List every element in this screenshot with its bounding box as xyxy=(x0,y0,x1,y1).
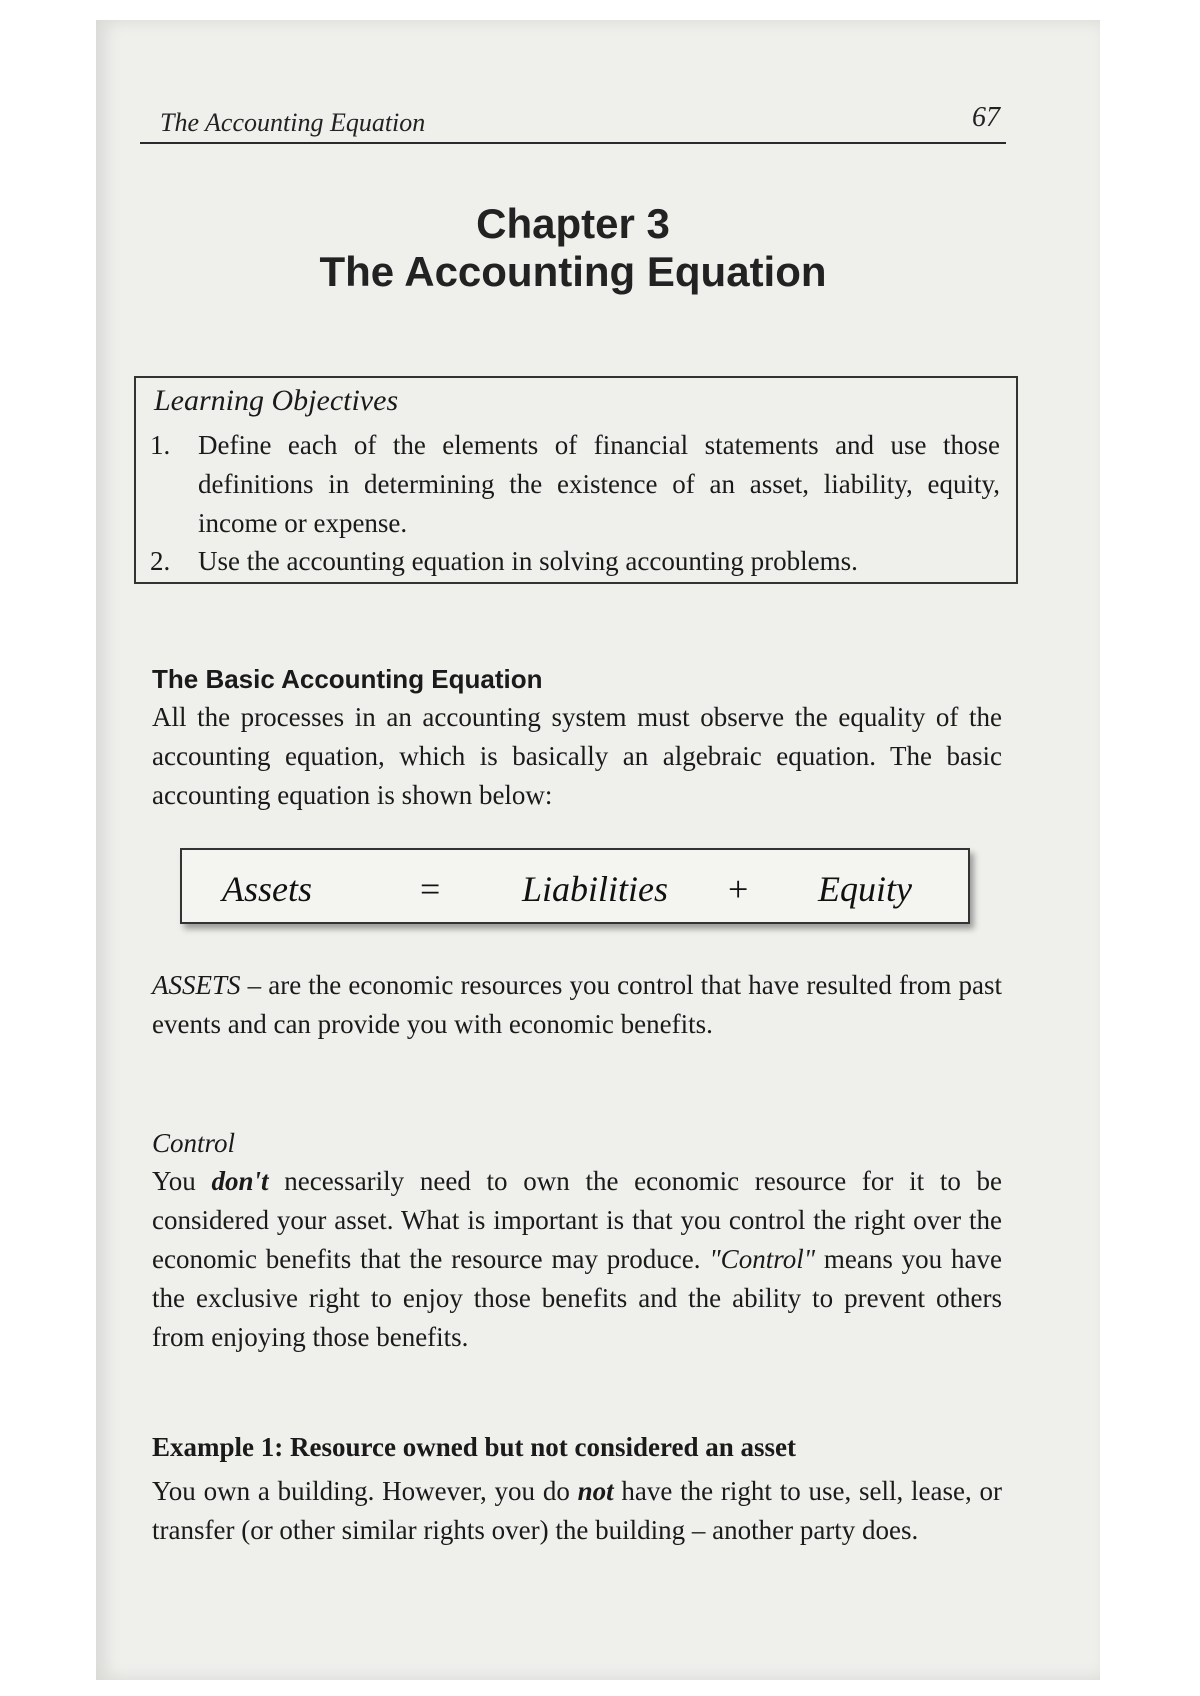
example-1-heading: Example 1: Resource owned but not considered an asset xyxy=(152,1432,797,1462)
equation-equity: Equity xyxy=(818,869,912,909)
running-header xyxy=(140,102,1006,144)
assets-term: ASSETS xyxy=(152,970,241,1000)
control-text-3: means you have the exclusive right to enjoy those benefits and the ability to prevent others from enjoying those benefits. xyxy=(152,1244,1002,1352)
chapter-title: The Accounting Equation xyxy=(319,248,827,295)
example-1-paragraph xyxy=(152,1472,1002,1550)
example-text-1: You own a building. However, you do xyxy=(152,1476,578,1506)
control-text-1: You xyxy=(152,1166,212,1196)
page-number: 67 xyxy=(972,102,1000,133)
objective-text: Use the accounting equation in solving accounting problems. xyxy=(198,546,858,576)
intro-paragraph: All the processes in an accounting system must observe the equality of the accounting equation, which is basically an algebraic equation. The basic accounting equation is shown below: xyxy=(152,702,1002,810)
assets-definition xyxy=(152,966,1002,1044)
objective-text: Define each of the elements of financial statements and use those definitions in determining the existence of an asset, liability, equity, income or expense. xyxy=(198,430,1000,538)
learning-objectives-title: Learning Objectives xyxy=(154,384,399,417)
objective-item xyxy=(150,426,1000,543)
example-emphasis-not: not xyxy=(577,1476,614,1506)
running-title: The Accounting Equation xyxy=(160,108,426,137)
section-heading: The Basic Accounting Equation xyxy=(152,664,543,694)
equation-liabilities: Liabilities xyxy=(522,869,669,909)
example-text-2: have the right to use, sell, lease, or transfer (or other similar rights over) the building – another party does. xyxy=(152,1476,1002,1545)
objective-number: 2. xyxy=(150,546,171,576)
equation-plus: + xyxy=(728,869,749,909)
equation-equals: = xyxy=(420,869,441,909)
chapter-number: Chapter 3 xyxy=(476,200,670,247)
assets-dash: – xyxy=(240,970,269,1000)
accounting-equation-box xyxy=(180,848,970,924)
control-text-2: necessarily need to own the economic resource for it to be considered your asset. What is important is that you control the right over the economic benefits that the resource may produce. xyxy=(152,1166,1003,1274)
control-emphasis-control: "Control" xyxy=(709,1244,816,1274)
equation-assets: Assets xyxy=(222,869,312,909)
assets-definition-text: are the economic resources you control that have resulted from past events and can provide you with economic benefits. xyxy=(152,970,1003,1039)
objective-item xyxy=(150,542,1000,581)
control-heading: Control xyxy=(152,1128,236,1158)
control-paragraph xyxy=(152,1162,1002,1357)
control-emphasis-dont: don't xyxy=(211,1166,269,1196)
objective-number: 1. xyxy=(150,430,171,460)
learning-objectives-box xyxy=(134,376,1018,584)
